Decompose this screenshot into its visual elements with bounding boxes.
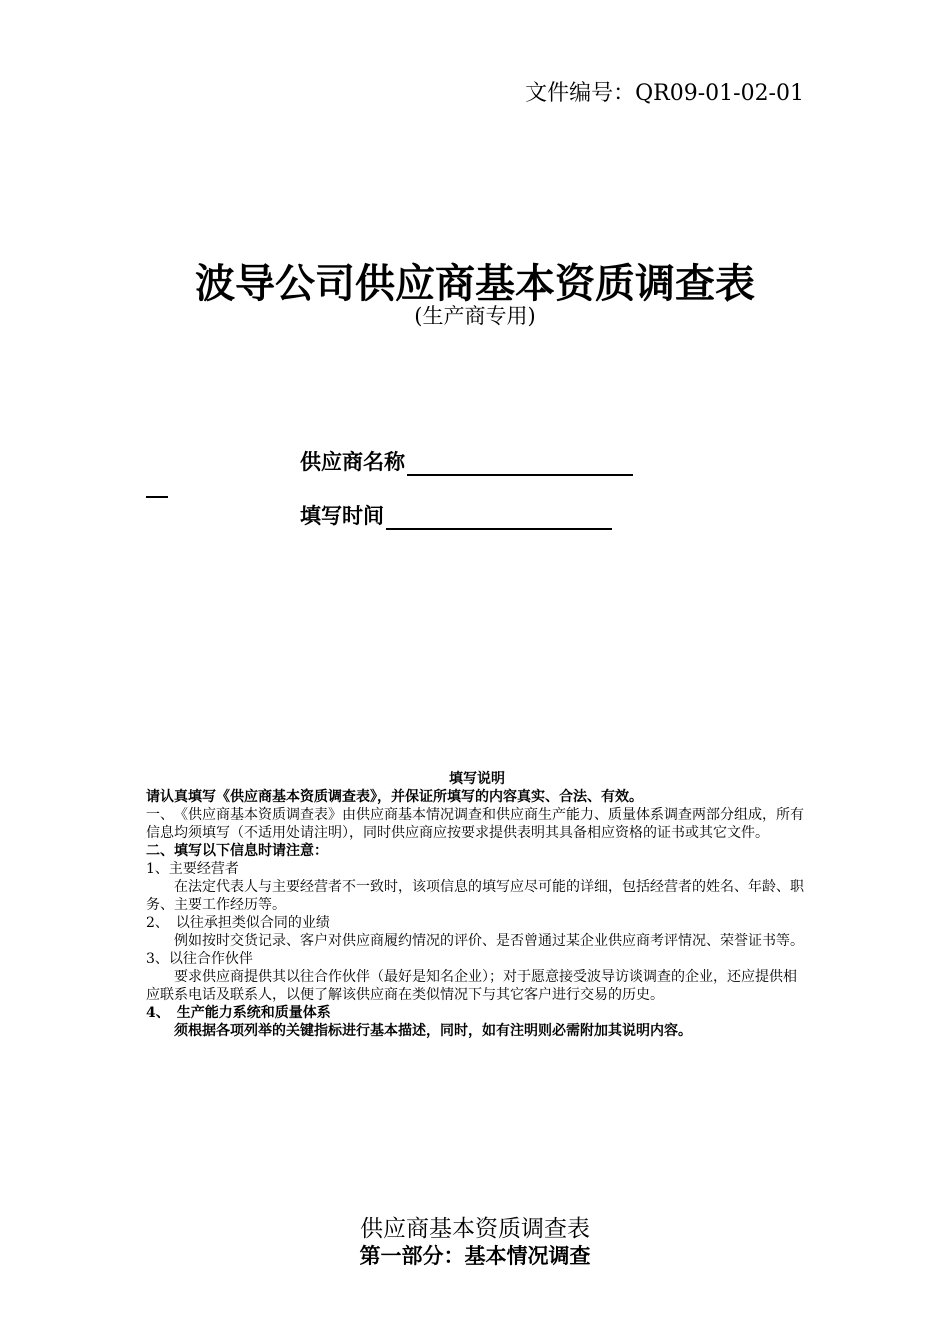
- instructions-item-1-text: 在法定代表人与主要经营者不一致时，该项信息的填写应尽可能的详细，包括经营者的姓名、年龄、职务、主要工作经历等。: [146, 879, 804, 913]
- supplier-name-label: 供应商名称: [300, 449, 405, 474]
- instructions-item-3-text: 要求供应商提供其以往合作伙伴（最好是知名企业）；对于愿意接受波导访谈调查的企业，还应提供相应联系电话及联系人，以便了解该供应商在类似情况下与其它客户进行交易的历史。: [146, 969, 797, 1003]
- instructions-item-4-title: 4、 生产能力系统和质量体系: [146, 1005, 331, 1021]
- instructions-item-4-text: 须根据各项列举的关键指标进行基本描述，同时，如有注明则必需附加其说明内容。: [174, 1023, 692, 1039]
- instructions-heading: 填写说明: [449, 771, 505, 787]
- fill-date-blank[interactable]: [386, 508, 612, 530]
- instructions-section: [146, 770, 808, 1040]
- instructions-item-1-title: 1、主要经营者: [146, 861, 239, 877]
- instructions-point-2-heading: 二、填写以下信息时请注意：: [146, 843, 328, 859]
- fill-date-label: 填写时间: [300, 503, 384, 528]
- page-title: 波导公司供应商基本资质调查表: [195, 260, 755, 307]
- supplier-name-blank[interactable]: [407, 454, 633, 476]
- section-subtitle: 第一部分：基本情况调查: [359, 1243, 591, 1268]
- instructions-point-1: 一、 《供应商基本资质调查表》由供应商基本情况调查和供应商生产能力、质量体系调查两部分组成，所有信息均须填写（不适用处请注明），同时供应商应按要求提供表明其具备相应资格的证书或其它文件。: [146, 807, 804, 841]
- page-subtitle: (生产商专用): [414, 304, 536, 328]
- instructions-item-3-title: 3、以往合作伙伴: [146, 951, 253, 967]
- fill-date-field[interactable]: [300, 500, 612, 530]
- section-title: 供应商基本资质调查表: [360, 1216, 590, 1242]
- supplier-name-field[interactable]: [300, 446, 633, 476]
- document-number: 文件编号：QR09-01-02-01: [525, 81, 804, 106]
- instructions-item-2-title: 2、 以往承担类似合同的业绩: [146, 915, 330, 931]
- instructions-intro: 请认真填写《供应商基本资质调查表》，并保证所填写的内容真实、合法、有效。: [146, 789, 643, 805]
- instructions-item-2-text: 例如按时交货记录、客户对供应商履约情况的评价、是否曾通过某企业供应商考评情况、荣誉证书等。: [174, 933, 804, 949]
- divider-dash: [146, 496, 168, 498]
